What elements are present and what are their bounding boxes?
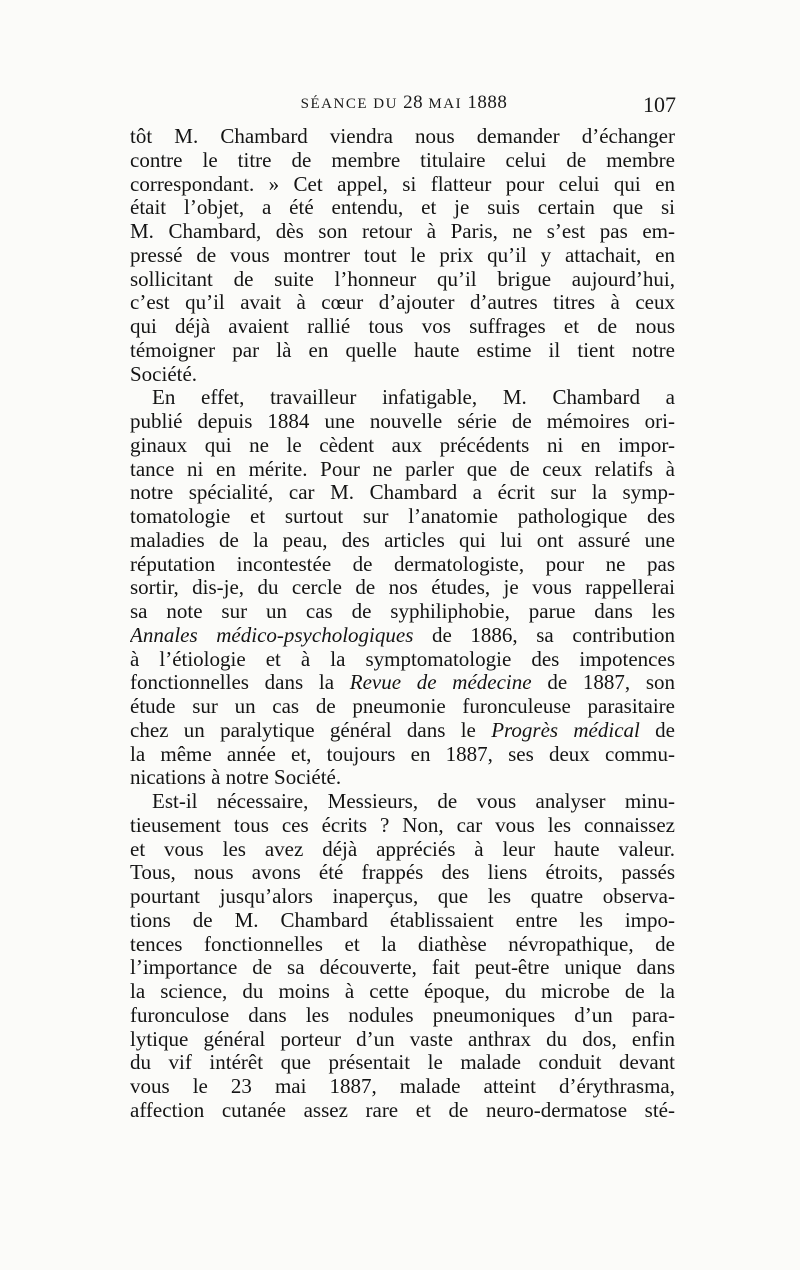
text-line: tences fonctionnelles et la diathèse névropathique, de xyxy=(130,932,675,956)
text-line-start: fonctionnelles dans la xyxy=(130,671,350,695)
text-line xyxy=(130,671,675,695)
text-line: réputation incontestée de dermatologiste, pour ne pas xyxy=(130,552,675,576)
text-line: étude sur un cas de pneumonie furonculeuse parasitaire xyxy=(130,695,675,718)
text-line xyxy=(130,719,675,743)
text-line: vous le 23 mai 1887, malade atteint d’érythrasma, xyxy=(130,1075,675,1098)
text-line: Tous, nous avons été frappés des liens étroits, passés xyxy=(130,861,675,885)
text-line: la science, du moins à cette époque, du microbe de la xyxy=(130,980,675,1003)
text-line: M. Chambard, dès son retour à Paris, ne s’est pas em- xyxy=(130,220,675,243)
text-line: du vif intérêt que présentait le malade conduit devant xyxy=(130,1051,675,1075)
text-line: tieusement tous ces écrits ? Non, car vous les connaissez xyxy=(130,813,675,837)
text-line: la même année et, toujours en 1887, ses deux commu- xyxy=(130,742,675,766)
text-line: tions de M. Chambard établissaient entre les impo- xyxy=(130,908,675,932)
text-line: lytique général porteur d’un vaste anthrax du dos, enfin xyxy=(130,1027,675,1051)
journal-title-annales: Annales médico-psychologiques xyxy=(130,623,414,647)
running-title-prefix: SÉANCE DU xyxy=(300,96,404,112)
text-line: affection cutanée assez rare et de neuro-dermatose sté- xyxy=(130,1098,675,1122)
text-line: nications à notre Société. xyxy=(130,766,342,790)
text-line xyxy=(130,624,675,648)
text-line: et vous les avez déjà appréciés à leur haute valeur. xyxy=(130,837,675,861)
text-line: furonculose dans les nodules pneumoniques d’un para- xyxy=(130,1003,675,1027)
text-line: sa note sur un cas de syphiliphobie, parue dans les xyxy=(130,600,675,623)
text-line: notre spécialité, car M. Chambard a écrit sur la symp- xyxy=(130,481,675,505)
text-line: ginaux qui ne le cèdent aux précédents ni en impor- xyxy=(130,433,675,457)
text-line: pourtant jusqu’alors inaperçus, que les quatre observa- xyxy=(130,885,675,908)
text-line: sortir, dis-je, du cercle de nos études, je vous rappellerai xyxy=(130,576,675,600)
text-line-start: chez un paralytique général dans le xyxy=(130,718,476,742)
page-number: 107 xyxy=(643,92,676,117)
text-line-rest: de 1887, son xyxy=(547,671,675,695)
text-line: contre le titre de membre titulaire celui de membre xyxy=(130,148,675,172)
text-line: tomatologie et surtout sur l’anatomie pathologique des xyxy=(130,505,675,528)
text-line: qui déjà avaient rallié tous vos suffrages et de nous xyxy=(130,315,675,338)
text-line: tôt M. Chambard viendra nous demander d’échanger xyxy=(130,125,675,148)
running-title xyxy=(130,92,678,114)
running-head xyxy=(130,92,678,118)
text-line: témoigner par là en quelle haute estime il tient notre xyxy=(130,338,675,362)
text-line: à l’étiologie et à la symptomatologie des impotences xyxy=(130,647,675,671)
running-title-day: 28 xyxy=(403,92,424,113)
text-line: pressé de vous montrer tout le prix qu’il y attachait, en xyxy=(130,243,675,267)
text-line: publié depuis 1884 une nouvelle série de mémoires ori- xyxy=(130,410,675,433)
journal-title-progres: Progrès médical xyxy=(491,718,640,742)
text-line: maladies de la peau, des articles qui lui ont assuré une xyxy=(130,528,675,552)
text-line: Société. xyxy=(130,362,198,386)
running-title-year: 1888 xyxy=(467,92,508,113)
body-text xyxy=(130,125,675,1123)
text-line: était l’objet, a été entendu, et je suis certain que si xyxy=(130,196,675,220)
text-line-rest: de 1886, sa contribution xyxy=(431,623,675,647)
text-line: correspondant. » Cet appel, si flatteur pour celui qui en xyxy=(130,172,675,196)
text-line: Est-il nécessaire, Messieurs, de vous analyser minu- xyxy=(152,790,675,813)
journal-title-revue: Revue de médecine xyxy=(349,671,532,695)
running-title-month: MAI xyxy=(423,96,468,112)
text-line-rest: de xyxy=(655,718,675,742)
text-line: l’importance de sa découverte, fait peut-être unique dans xyxy=(130,956,675,980)
text-line: c’est qu’il avait à cœur d’ajouter d’autres titres à ceux xyxy=(130,291,675,315)
text-line: sollicitant de suite l’honneur qu’il brigue aujourd’hui, xyxy=(130,267,675,291)
text-line: tance ni en mérite. Pour ne parler que de ceux relatifs à xyxy=(130,457,675,481)
text-line: En effet, travailleur infatigable, M. Chambard a xyxy=(152,386,675,410)
